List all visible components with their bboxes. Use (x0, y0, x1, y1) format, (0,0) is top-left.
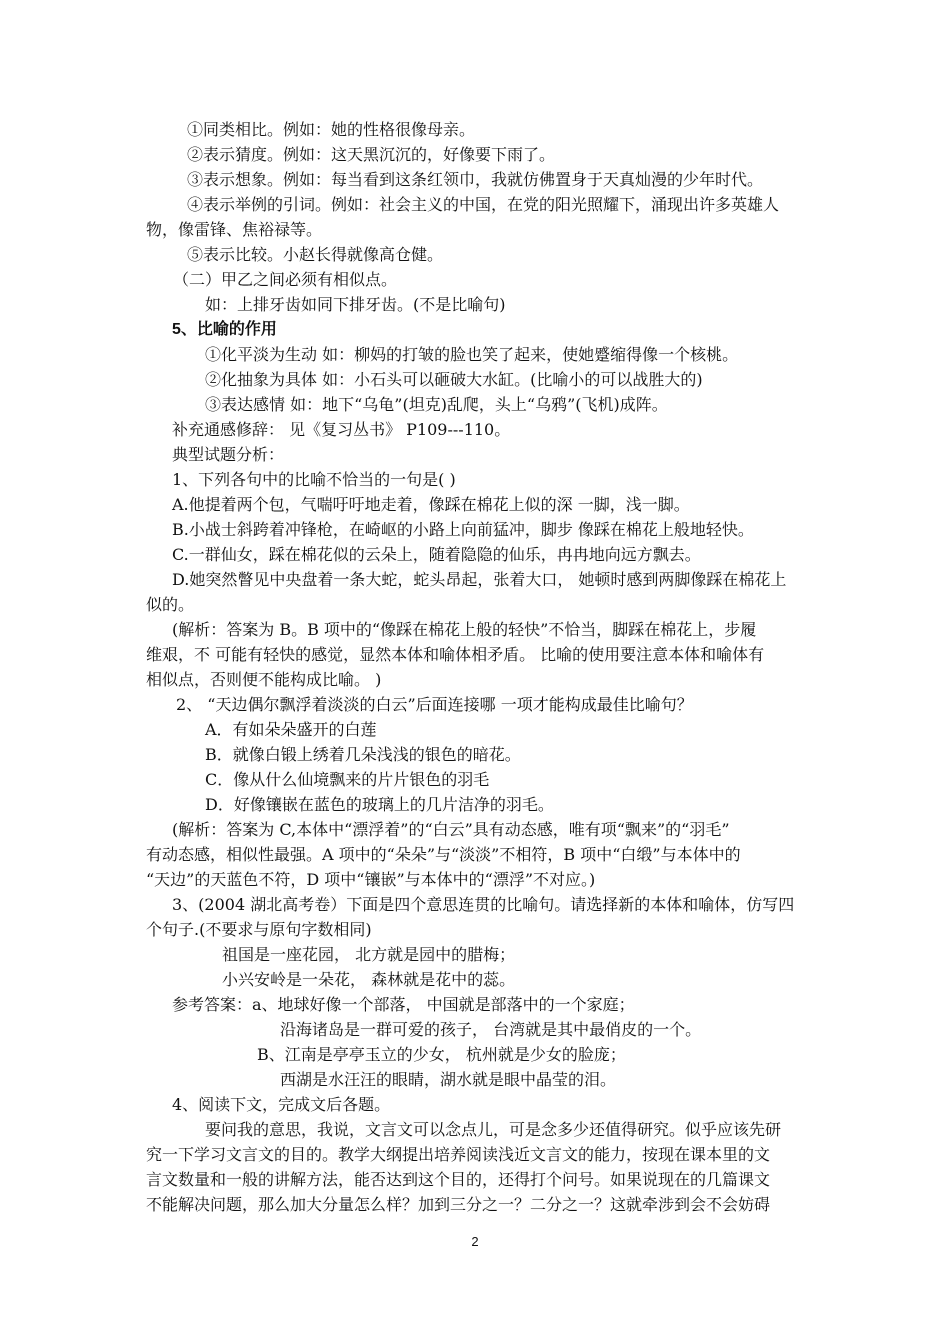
question-title: 3、(2004 湖北高考卷）下面是四个意思连贯的比喻句。请选择新的本体和喻体，仿写四 (172, 895, 795, 914)
text-line: 小兴安岭是一朵花， 森林就是花中的蕊。 (222, 970, 516, 989)
paragraph-line: 不能解决问题，那么加大分量怎么样？加到三分之一？二分之一？这就牵涉到会不会妨碍 (146, 1195, 771, 1214)
analysis-line: 维艰，不 可能有轻快的感觉，显然本体和喻体相矛盾。 比喻的使用要注意本体和喻体有 (146, 645, 765, 664)
text-line: ③表示想象。例如：每当看到这条红领巾，我就仿佛置身于天真灿漫的少年时代。 (187, 170, 764, 189)
text-line: ③表达感情 如：地下“乌龟”(坦克)乱爬，头上“乌鸦”(飞机)成阵。 (205, 395, 668, 414)
option-line: C．像从什么仙境飘来的片片银色的羽毛 (205, 770, 490, 789)
text-line: （二）甲乙之间必须有相似点。 (173, 270, 398, 289)
text-line: ④表示举例的引词。例如：社会主义的中国，在党的阳光照耀下，涌现出许多英雄人 (187, 195, 780, 214)
option-line: C.一群仙女，踩在棉花似的云朵上，随着隐隐的仙乐，冉冉地向远方飘去。 (172, 545, 701, 564)
analysis-line: 相似点，否则便不能构成比喻。 ) (146, 670, 382, 689)
text-line: ①同类相比。例如：她的性格很像母亲。 (187, 120, 476, 139)
option-line: B.小战士斜跨着冲锋枪，在崎岖的小路上向前猛冲，脚步 像踩在棉花上般地轻快。 (172, 520, 754, 539)
option-line: D．好像镶嵌在蓝色的玻璃上的几片洁净的羽毛。 (205, 795, 554, 814)
question-title: 4、阅读下文，完成文后各题。 (172, 1095, 391, 1114)
option-line: A.他提着两个包，气喘吁吁地走着，像踩在棉花上似的深 一脚，浅一脚。 (172, 495, 690, 514)
analysis-line: “天边”的天蓝色不符，D 项中“镶嵌”与本体中的“漂浮”不对应。) (146, 870, 596, 889)
text-line: 似的。 (146, 595, 195, 614)
option-line: B．就像白锻上绣着几朵浅浅的银色的暗花。 (205, 745, 521, 764)
option-line: A．有如朵朵盛开的白莲 (205, 720, 377, 739)
answer-line: B、江南是亭亭玉立的少女， 杭州就是少女的脸庞； (257, 1045, 626, 1064)
text-line: 如：上排牙齿如同下排牙齿。(不是比喻句) (205, 295, 506, 314)
paragraph-line: 要问我的意思，我说，文言文可以念点儿，可是念多少还值得研究。似乎应该先研 (205, 1120, 782, 1139)
answer-line: 参考答案：a、地球好像一个部落， 中国就是部落中的一个家庭； (172, 995, 635, 1014)
analysis-line: 有动态感，相似性最强。A 项中的“朵朵”与“淡淡”不相符，B 项中“白缎”与本体中的 (146, 845, 741, 864)
question-title: 1、下列各句中的比喻不恰当的一句是( ) (172, 470, 456, 489)
text-line: 物，像雷锋、焦裕禄等。 (146, 220, 323, 239)
section-heading: 5、比喻的作用 (172, 321, 277, 338)
text-line: 补充通感修辞： 见《复习丛书》 P109---110。 (172, 420, 511, 439)
page-number: 2 (471, 1234, 479, 1249)
text-line: ⑤表示比较。小赵长得就像高仓健。 (187, 245, 444, 264)
text-line: 个句子.(不要求与原句字数相同) (146, 920, 372, 939)
text-line: ②表示猜度。例如：这天黑沉沉的，好像要下雨了。 (187, 145, 556, 164)
answer-line: 沿海诸岛是一群可爱的孩子， 台湾就是其中最俏皮的一个。 (280, 1020, 702, 1039)
text-line: 典型试题分析： (172, 445, 285, 464)
question-title: 2、 “天边偶尔飘浮着淡淡的白云”后面连接哪 一项才能构成最佳比喻句？ (176, 695, 693, 714)
analysis-line: (解析：答案为 B。B 项中的“像踩在棉花上般的轻快”不恰当，脚踩在棉花上，步履 (172, 620, 757, 639)
option-line: D.她突然瞥见中央盘着一条大蛇，蛇头昂起，张着大口， 她顿时感到两脚像踩在棉花上 (172, 570, 787, 589)
paragraph-line: 言文数量和一般的讲解方法，能否达到这个目的，还得打个问号。如果说现在的几篇课文 (146, 1170, 771, 1189)
text-line: 祖国是一座花园， 北方就是园中的腊梅； (222, 945, 516, 964)
answer-line: 西湖是水汪汪的眼睛，湖水就是眼中晶莹的泪。 (280, 1070, 617, 1089)
paragraph-line: 究一下学习文言文的目的。教学大纲提出培养阅读浅近文言文的能力，按现在课本里的文 (146, 1145, 771, 1164)
text-line: ①化平淡为生动 如：柳妈的打皱的脸也笑了起来，使她蹙缩得像一个核桃。 (205, 345, 739, 364)
analysis-line: (解析：答案为 C,本体中“漂浮着”的“白云”具有动态感，唯有项“飘来”的“羽毛” (172, 820, 730, 839)
text-line: ②化抽象为具体 如：小石头可以砸破大水缸。(比喻小的可以战胜大的) (205, 370, 703, 389)
